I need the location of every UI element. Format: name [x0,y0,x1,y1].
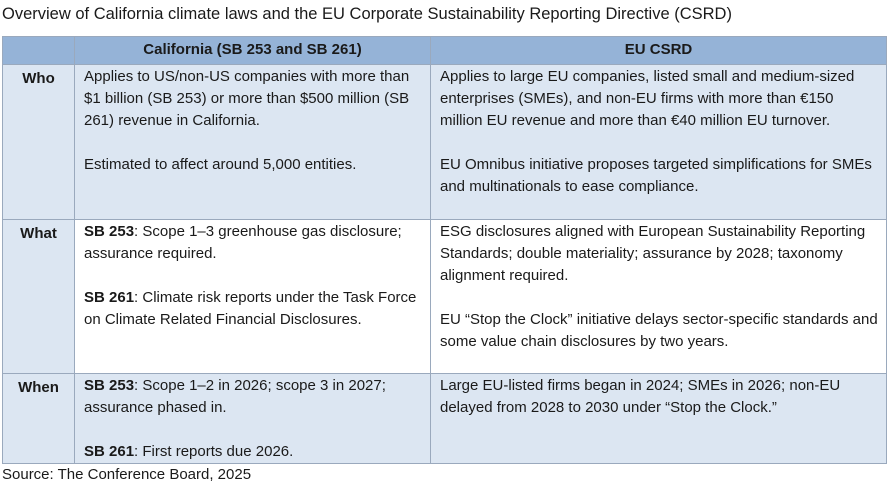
cell-paragraph [84,375,424,419]
cell-paragraph: Estimated to affect around 5,000 entities. [84,156,357,173]
row-label-what: What [3,220,75,374]
cell-text: : First reports due 2026. [134,443,294,460]
law-keyword: SB 261 [84,289,135,306]
row-label-when: When [3,374,75,464]
law-keyword: SB 253 [84,377,135,394]
cell-text: : Scope 1–3 greenhouse gas disclosure; assurance required. [84,223,402,262]
table-row-who [3,65,887,220]
cell-paragraph: Applies to US/non-US companies with more than $1 billion (SB 253) or more than $500 million (SB 261) revenue in California. [84,68,410,129]
column-header-eu-csrd: EU CSRD [431,37,887,65]
cell-paragraph: EU “Stop the Clock” initiative delays sector-specific standards and some value chain disclosures by two years. [440,311,878,350]
law-keyword: SB 261 [84,443,135,460]
law-keyword: SB 253 [84,223,135,240]
cell-paragraph [84,287,424,331]
comparison-table [2,36,887,464]
cell-paragraph [84,441,424,463]
cell-who-eu [431,65,887,220]
source-note: Source: The Conference Board, 2025 [2,466,252,483]
cell-when-california [75,374,431,464]
cell-who-california [75,65,431,220]
table-row-when [3,374,887,464]
cell-paragraph [84,221,424,265]
row-label-who: Who [3,65,75,220]
cell-what-eu [431,220,887,374]
table-row-what [3,220,887,374]
column-header-california: California (SB 253 and SB 261) [75,37,431,65]
cell-paragraph: Large EU-listed firms began in 2024; SMEs in 2026; non-EU delayed from 2028 to 2030 under “Stop the Clock.” [440,377,841,416]
cell-paragraph: ESG disclosures aligned with European Sustainability Reporting Standards; double materiality; assurance by 2028; taxonomy alignment required. [440,223,866,284]
cell-what-california [75,220,431,374]
corner-header [3,37,75,65]
table-title: Overview of California climate laws and the EU Corporate Sustainability Reporting Directive (CSRD) [2,5,732,23]
cell-paragraph: Applies to large EU companies, listed small and medium-sized enterprises (SMEs), and non-EU firms with more than €150 million EU revenue and more than €40 million EU turnover. [440,68,855,129]
cell-text: : Climate risk reports under the Task Force on Climate Related Financial Disclosures. [84,289,417,328]
cell-paragraph: EU Omnibus initiative proposes targeted simplifications for SMEs and multinationals to ease compliance. [440,156,872,195]
cell-when-eu [431,374,887,464]
cell-text: : Scope 1–2 in 2026; scope 3 in 2027; assurance phased in. [84,377,386,416]
header-row [3,37,887,65]
